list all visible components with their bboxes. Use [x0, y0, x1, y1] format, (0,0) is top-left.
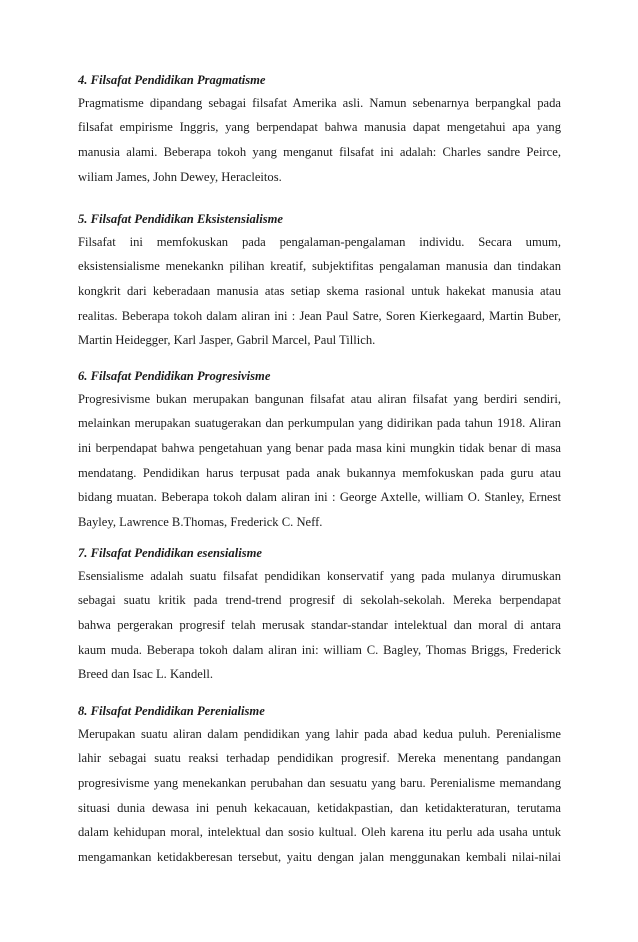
paragraph-line: Esensialisme adalah suatu filsafat pendidikan konservatif yang pada mulanya dirumuskan	[78, 568, 561, 583]
paragraph-line: eksistensialisme menekankn pilihan kreatif, subjektifitas pengalaman manusia dan tindakan	[78, 259, 561, 274]
paragraph-line: kaum muda. Beberapa tokoh dalam aliran ini: william C. Bagley, Thomas Briggs, Frederick	[78, 642, 561, 657]
paragraph-line: mengamankan ketidakberesan tersebut, yaitu dengan jalan menggunakan kembali nilai-nilai	[78, 849, 561, 864]
section-perenialisme	[78, 701, 561, 870]
paragraph-line: realitas. Beberapa tokoh dalam aliran ini : Jean Paul Satre, Soren Kierkegaard, Martin Buber,	[78, 308, 561, 323]
paragraph-line: mendatang. Pendidikan harus terpusat pada anak bukannya memfokuskan pada guru atau	[78, 465, 561, 480]
paragraph-line: lahir sebagai suatu reaksi terhadap pendidikan progresif. Mereka menentang pandangan	[78, 751, 561, 766]
section-heading: 8. Filsafat Pendidikan Perenialisme	[78, 703, 265, 718]
paragraph-line: sebagai suatu kritik pada trend-trend progresif di sekolah-sekolah. Mereka berpendapat	[78, 593, 561, 608]
paragraph-line: wiliam James, John Dewey, Heracleitos.	[78, 169, 282, 184]
paragraph-line: manusia alami. Beberapa tokoh yang menganut filsafat ini adalah: Charles sandre Peirce,	[78, 144, 561, 159]
paragraph-line: filsafat empirisme Inggris, yang berpendapat bahwa manusia dapat mengetahui apa yang	[78, 120, 561, 135]
paragraph-line: Merupakan suatu aliran dalam pendidikan yang lahir pada abad kedua puluh. Perenialisme	[78, 726, 561, 741]
paragraph-line: Filsafat ini memfokuskan pada pengalaman-pengalaman individu. Secara umum,	[78, 234, 561, 249]
section-heading: 5. Filsafat Pendidikan Eksistensialisme	[78, 211, 284, 226]
paragraph-line: Breed dan Isac L. Kandell.	[78, 667, 213, 682]
section-progresivisme	[78, 366, 561, 535]
section-pragmatisme	[78, 70, 561, 190]
paragraph-line: situasi dunia dewasa ini penuh kekacauan, ketidakpastian, dan ketidakteraturan, terutama	[78, 800, 561, 815]
paragraph-line: ini berpendapat bahwa pengetahuan yang benar pada masa kini mungkin tidak benar di masa	[78, 440, 561, 455]
section-eksistensialisme	[78, 209, 561, 353]
paragraph-line: Progresivisme bukan merupakan bangunan filsafat atau aliran filsafat yang berdiri sendiri,	[78, 391, 561, 406]
paragraph-line: progresivisme yang menekankan perubahan dan sesuatu yang baru. Perenialisme memandang	[78, 775, 561, 790]
paragraph-line: Pragmatisme dipandang sebagai filsafat Amerika asli. Namun sebenarnya berpangkal pada	[78, 95, 561, 110]
section-heading: 6. Filsafat Pendidikan Progresivisme	[78, 368, 271, 383]
section-heading: 7. Filsafat Pendidikan esensialisme	[78, 545, 263, 560]
paragraph-line: Martin Heidegger, Karl Jasper, Gabril Marcel, Paul Tillich.	[78, 333, 376, 348]
paragraph-line: bahwa pergerakan progresif telah merusak standar-standar intelektual dan moral di antara	[78, 617, 561, 632]
paragraph-line: kongkrit dari keberadaan manusia atas setiap skema rasional untuk hakekat manusia atau	[78, 283, 561, 298]
section-heading: 4. Filsafat Pendidikan Pragmatisme	[78, 72, 266, 87]
paragraph-line: Bayley, Lawrence B.Thomas, Frederick C. Neff.	[78, 514, 323, 529]
section-esensialisme	[78, 543, 561, 687]
paragraph-line: melainkan merupakan suatugerakan dan perkumpulan yang didirikan pada tahun 1918. Aliran	[78, 416, 561, 431]
paragraph-line: bidang muatan. Beberapa tokoh dalam aliran ini : George Axtelle, william O. Stanley, Ernest	[78, 490, 561, 505]
paragraph-line: dalam kehidupan moral, intelektual dan sosio kultual. Oleh karena itu perlu ada usaha untuk	[78, 825, 561, 840]
